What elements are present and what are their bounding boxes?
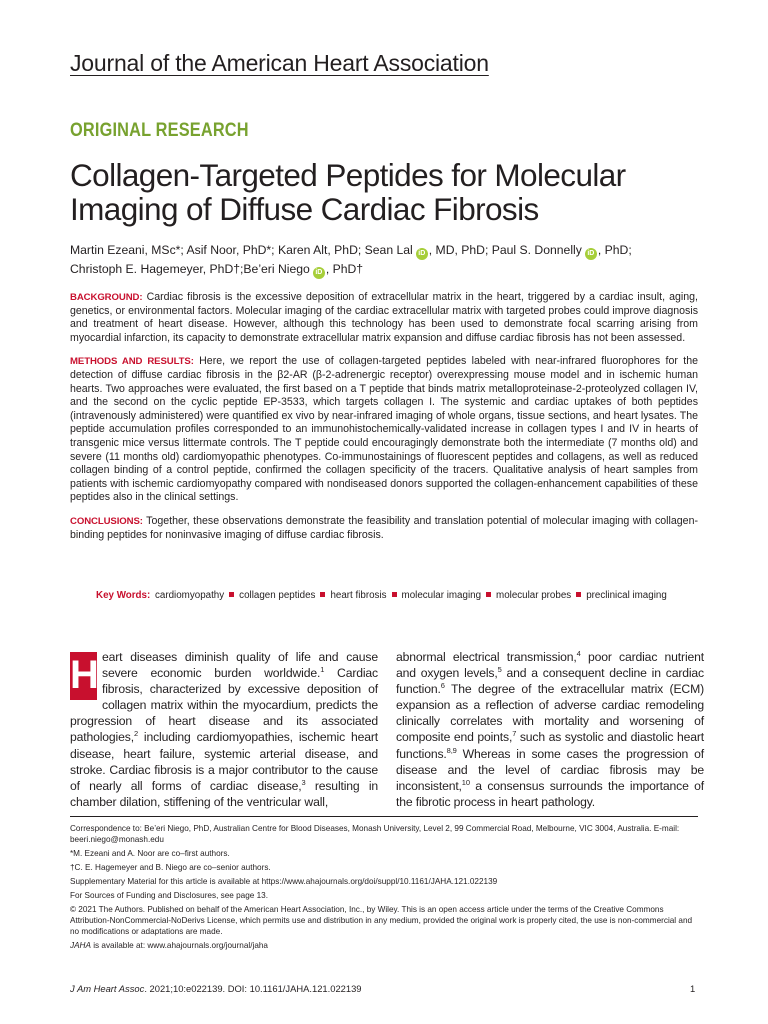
article-title: Collagen-Targeted Peptides for Molecular Imaging of Diffuse Cardiac Fibrosis [70,157,626,227]
page-number: 1 [690,983,696,994]
abstract-conclusions-text: Together, these observations demonstrate the feasibility and translation potential of molecular imaging with collagen-binding peptides for noninvasive imaging of diffuse cardiac fibrosis. [70,514,698,541]
author-list [70,241,710,279]
orcid-icon[interactable]: iD [416,248,428,260]
square-bullet-icon [576,592,581,597]
footnote-journal-url[interactable] [70,941,698,952]
keywords-label: Key Words: [96,590,151,601]
body-text: The degree of the extracellular matrix (ECM) expansion as a reflection of adverse cardiac remodeling clinically correlates with mortality and worsening of composite end points, [396,682,704,745]
body-text: Cardiac fibrosis, characterized by excessive deposition of collagen matrix within the myocardium, predicts the progression of heart disease and its associated pathologies, [70,666,378,745]
body-text: poor cardiac nutrient and oxygen levels, [396,650,704,681]
reference-link[interactable]: 1 [320,665,325,675]
author-text: , PhD† [325,262,364,276]
author-text: Martin Ezeani, MSc*; Asif Noor, PhD*; Karen Alt, PhD; Sean Lal [70,243,413,257]
square-bullet-icon [320,592,325,597]
square-bullet-icon [392,592,397,597]
footer-citation-text: . 2021;10:e022139. DOI: 10.1161/JAHA.121.022139 [144,983,362,994]
body-text: abnormal electrical transmission, [396,650,577,664]
section-label: ORIGINAL RESEARCH [70,120,249,141]
keyword-item[interactable]: cardiomyopathy [155,590,225,601]
body-column-right [396,649,704,810]
reference-link[interactable]: 5 [497,665,502,675]
reference-link[interactable]: 8,9 [446,745,457,755]
footnote-copyright: © 2021 The Authors. Published on behalf of the American Heart Association, Inc., by Wiley. This is an open access article under the terms of the Creative Commons Attribution-NonCommercial-NoDerivs License, which permits use and distribution in any medium, provided the original work is properly cited, the use is non-commercial and no modifications or adaptations are made. [70,905,693,936]
reference-link[interactable]: 6 [440,681,445,691]
orcid-icon[interactable]: iD [313,267,325,279]
orcid-icon[interactable]: iD [585,248,597,260]
body-text: such as systolic and diastolic heart functions. [396,730,704,761]
author-text: Christoph E. Hagemeyer, PhD†;Be’eri Niego [70,262,310,276]
abstract-conclusions [70,515,698,542]
abstract-background [70,291,698,345]
reference-link[interactable]: 7 [512,729,517,739]
footnote-correspondence: Correspondence to: Be’eri Niego, PhD, Australian Centre for Blood Diseases, Monash University, Level 2, 99 Commercial Road, Melbourne, VIC 3004, Australia. E-mail: beeri.niego@monash.edu [70,824,680,844]
footnote-senior-authors: †C. E. Hagemeyer and B. Niego are co–senior authors. [70,862,271,872]
abstract-background-label: BACKGROUND: [70,292,143,303]
abstract [70,291,698,552]
body-text: including cardiomyopathies, ischemic heart disease, heart failure, systemic arterial disease, and stroke. Cardiac fibrosis is a major contributor to the cause of nearly all forms of cardiac disease, [70,730,378,793]
abstract-conclusions-label: CONCLUSIONS: [70,515,143,527]
journal-abbrev-label: JAHA [70,940,91,950]
abstract-methods [70,355,698,505]
author-text: , MD, PhD; Paul S. Donnelly [428,243,582,257]
reference-link[interactable]: 2 [133,729,138,739]
square-bullet-icon [486,592,491,597]
footer-citation [70,983,362,994]
keyword-item[interactable]: collagen peptides [239,590,316,601]
footnote-supplementary[interactable]: Supplementary Material for this article is available at https://www.ahajournals.org/doi/suppl/10.1161/JAHA.121.022139 [70,876,498,886]
keyword-item[interactable]: molecular imaging [401,590,482,601]
reference-link[interactable]: 4 [576,648,581,658]
journal-title[interactable]: Journal of the American Heart Association [70,50,489,76]
body-column-left [70,649,378,810]
reference-link[interactable]: 3 [301,777,306,787]
body-text: resulting in chamber dilation, stiffening of the ventricular wall, [70,778,378,809]
drop-cap: H [70,652,97,700]
abstract-methods-label: METHODS AND RESULTS: [70,356,194,368]
reference-link[interactable]: 10 [461,777,470,787]
square-bullet-icon [229,592,234,597]
abstract-background-text: Cardiac fibrosis is the excessive deposition of extracellular matrix in the heart, triggered by a cardiac insult, aging, genetics, or environmental factors. Molecular imaging of the cardiac extracellular matrix with targeted probes could improve diagnosis and treatment of heart disease. However, although this technology has been used to demonstrate focal scarring arising from myocardial infarction, its capacity to demonstrate extracellular matrix expansion and diffuse cardiac fibrosis has not been assessed. [70,291,698,344]
footnote-first-authors: *M. Ezeani and A. Noor are co–first authors. [70,848,230,858]
abstract-methods-text: Here, we report the use of collagen-targeted peptides labeled with near-infrared fluorophores for the detection of diffuse cardiac fibrosis in the β2-AR (β-2-adrenergic receptor) overexpressing mouse model and in ischemic human hearts. Two approaches were evaluated, the first based on a T peptide that binds matrix metalloproteinase-2-proteolyzed collagen IV, and the second on the cyclic peptide EP-3533, which targets collagen I. The systemic and cardiac uptakes of both peptides (intravenously administered) were quantified ex vivo by near-infrared imaging of whole organs, tissue sections, and heart lysates. The peptide accumulation profiles corresponded to an immunohistochemically-validated increase in collagen types I and IV in hearts of transgenic mice versus littermate controls. The T peptide could encouragingly demonstrate both the intermediate (7 months old) and severe (11 months old) cardiomyopathic phenotypes. Co-immunostainings of fluorescent peptides and collagens, as well as reduced collagen binding of a control peptide, confirmed the collagen specificity of the tracers. Qualitative analysis of heart samples from patients with ischemic cardiomyopathy compared with nondiseased donors supported the collagen-enhancement capabilities of these peptides also in the clinical settings. [70,355,698,504]
keyword-item[interactable]: preclinical imaging [586,590,667,601]
keywords [96,590,716,601]
keyword-item[interactable]: molecular probes [496,590,572,601]
footnote-divider [70,816,698,817]
body-text: and a consequent decline in cardiac function. [396,666,704,697]
keyword-item[interactable]: heart fibrosis [330,590,387,601]
journal-url-text: is available at: www.ahajournals.org/journal/jaha [90,940,268,950]
footnote-funding: For Sources of Funding and Disclosures, see page 13. [70,891,268,901]
footnotes [70,824,698,955]
footer-journal-abbrev: J Am Heart Assoc [70,983,145,994]
author-text: , PhD; [597,243,632,257]
body-text: Whereas in some cases the progression of disease and the level of cardiac fibrosis may be inconsistent, [396,746,704,793]
body-text: eart diseases diminish quality of life and cause severe economic burden worldwide. [102,650,378,681]
body-text: a consensus surrounds the importance of the fibrotic process in heart pathology. [396,778,704,809]
